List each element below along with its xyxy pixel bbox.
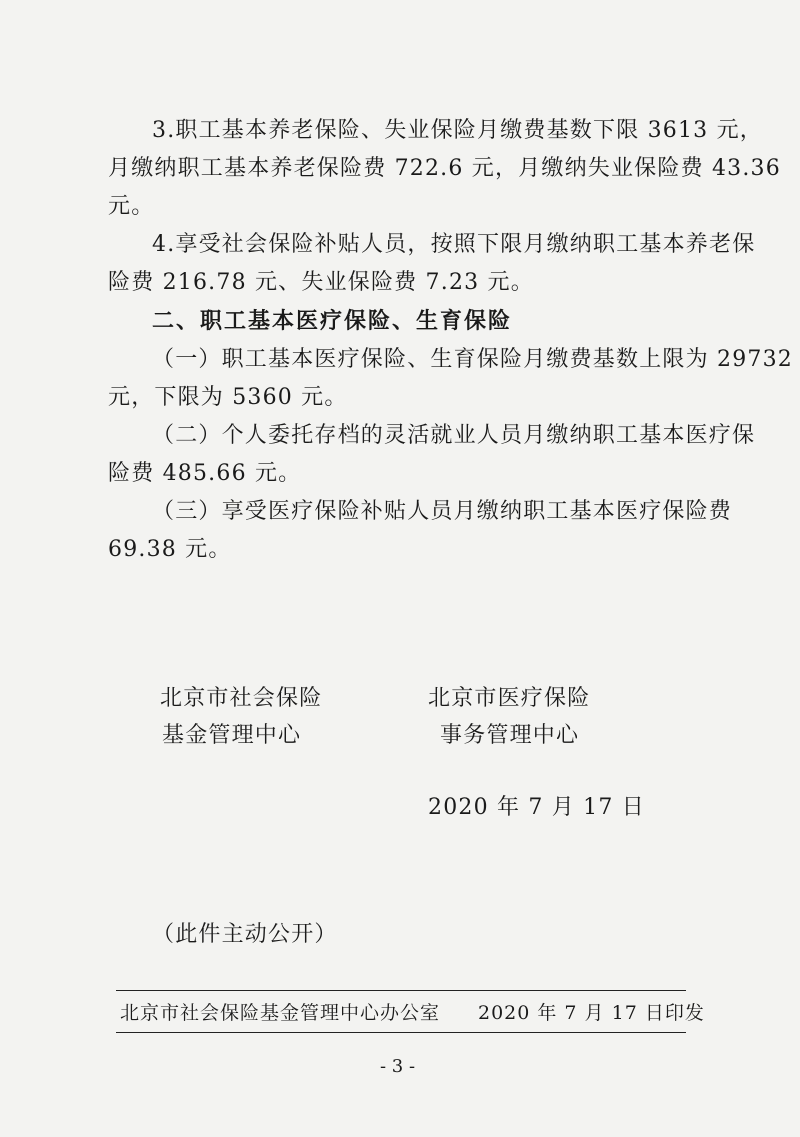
- paragraph-3-line-1: 3.职工基本养老保险、失业保险月缴费基数下限 3613 元，: [152, 118, 763, 143]
- paragraph-3-line-3: 元。: [108, 194, 155, 219]
- paragraph-4-line-1: 4.享受社会保险补贴人员，按照下限月缴纳职工基本养老保: [152, 232, 756, 257]
- public-disclosure-note: （此件主动公开）: [152, 922, 338, 947]
- footer-issuer: 北京市社会保险基金管理中心办公室: [120, 1002, 441, 1024]
- section-2c-line-2: 69.38 元。: [108, 537, 232, 562]
- section-2a-line-2: 元，下限为 5360 元。: [108, 385, 348, 410]
- section-2c-line-1: （三）享受医疗保险补贴人员月缴纳职工基本医疗保险费: [152, 499, 733, 524]
- signature-left-line-2: 基金管理中心: [162, 723, 302, 748]
- signature-left-line-1: 北京市社会保险: [160, 686, 323, 711]
- footer-issue-date: 2020 年 7 月 17 日印发: [478, 1002, 705, 1024]
- page-number: - 3 -: [380, 1056, 416, 1077]
- signature-right-line-2: 事务管理中心: [440, 723, 580, 748]
- paragraph-3-line-2: 月缴纳职工基本养老保险费 722.6 元，月缴纳失业保险费 43.36: [108, 156, 781, 181]
- paragraph-4-line-2: 险费 216.78 元、失业保险费 7.23 元。: [108, 270, 534, 295]
- section-2a-line-1: （一）职工基本医疗保险、生育保险月缴费基数上限为 29732: [152, 347, 793, 372]
- section-2b-line-2: 险费 485.66 元。: [108, 461, 302, 486]
- section-2b-line-1: （二）个人委托存档的灵活就业人员月缴纳职工基本医疗保: [152, 423, 756, 448]
- signature-date: 2020 年 7 月 17 日: [428, 795, 645, 820]
- footer-top-rule: [116, 990, 686, 991]
- footer-bottom-rule: [116, 1032, 686, 1033]
- section-2-heading: 二、职工基本医疗保险、生育保险: [152, 309, 513, 334]
- signature-right-line-1: 北京市医疗保险: [428, 686, 591, 711]
